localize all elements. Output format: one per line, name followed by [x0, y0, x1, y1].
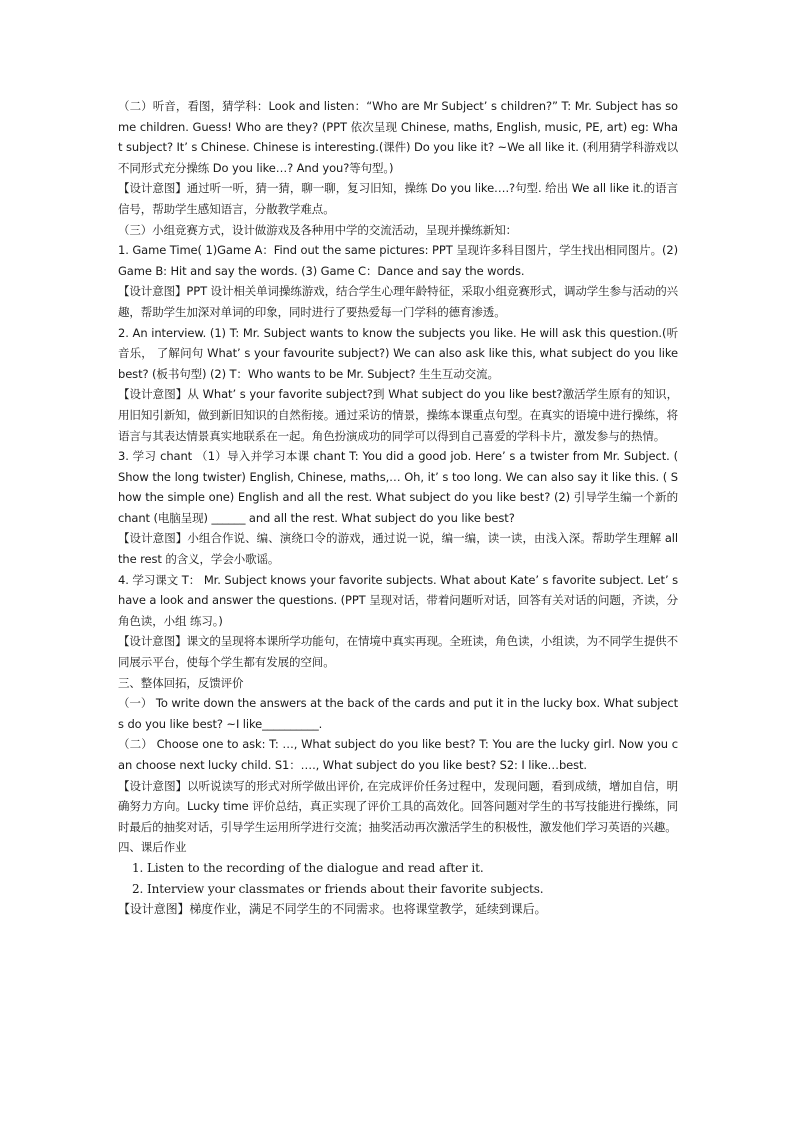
chant-step: 3. 学习 chant （1）导入并学习本课 chant T: You did a good job. Here’ s a twister from Mr. Subject. ( Show the long twister) English, Chinese, maths,… Oh, it’ s too long. We can also say it like this. ( Show the simple one) English and all the rest. What subject do you like best? (2) 引导学生编一个新的 chant (电脑呈现) ______ and all the rest. What subject do you like best? — [118, 449, 678, 525]
game-time-step: 1. Game Time( 1)Game A：Find out the same pictures: PPT 呈现许多科目图片，学生找出相同图片。(2)Game B: Hit and say the words. (3) Game C：Dance and say the words. — [118, 243, 678, 278]
homework-item-1: 1. Listen to the recording of the dialogue and read after it. — [132, 860, 484, 875]
section-four-heading: 四、课后作业 — [118, 840, 187, 855]
design-intent-2: 【设计意图】PPT 设计相关单词操练游戏，结合学生心理年龄特征，采取小组竞赛形式，调动学生参与活动的兴趣，帮助学生加深对单词的印象，同时进行了要热爱每一门学科的德育渗透。 — [118, 284, 678, 319]
section-2-listen-guess: （二）听音，看图，猜学科：Look and listen：“Who are Mr Subject’ s children?” T: Mr. Subject has some children. Guess! Who are they? (PPT 依次呈现 Chinese, maths, English, music, PE, art) eg: What subject? It’ s Chinese. Chinese is interesting.(课件) Do you like it? ~We all like it. (利用猜学科游戏以不同形式充分操练 Do you like…? And you?等句型。) — [118, 99, 678, 175]
evaluation-step-2: （二） Choose one to ask: T: …, What subject do you like best? T: You are the lucky girl. Now you can choose next lucky child. S1：…., What subject do you like best? S2: I like…best. — [118, 737, 678, 772]
design-intent-7: 【设计意图】梯度作业，满足不同学生的不同需求。也将课堂教学，延续到课后。 — [118, 902, 547, 917]
design-intent-3: 【设计意图】从 What’ s your favorite subject?到 What subject do you like best?激活学生原有的知识，用旧知引新知，做到新旧知识的自然衔接。通过采访的情景，操练本课重点句型。在真实的语境中进行操练，将语言与其表达情景真实地联系在一起。角色扮演成功的同学可以得到自己喜爱的学科卡片，激发参与的热情。 — [118, 387, 678, 443]
document-body — [118, 96, 678, 920]
design-intent-4: 【设计意图】小组合作说、编、演绕口令的游戏，通过说一说，编一编，读一读，由浅入深。帮助学生理解 all the rest 的含义，学会小歌谣。 — [118, 531, 678, 567]
design-intent-1: 【设计意图】通过听一听，猜一猜，聊一聊，复习旧知，操练 Do you like….?句型. 给出 We all like it.的语言信号，帮助学生感知语言，分散教学难点。 — [118, 181, 678, 216]
homework-item-2: 2. Interview your classmates or friends about their favorite subjects. — [132, 881, 544, 896]
design-intent-6: 【设计意图】以听说读写的形式对所学做出评价, 在完成评价任务过程中，发现问题，看到成绩，增加自信，明确努力方向。Lucky time 评价总结，真正实现了评价工具的高效化。回答问题对学生的书写技能进行操练，同时最后的抽奖对话，引导学生运用所学进行交流；抽奖活动再次激活学生的积极性，激发他们学习英语的兴趣。 — [118, 778, 678, 834]
design-intent-5: 【设计意图】课文的呈现将本课所学功能句，在情境中真实再现。全班读，角色读，小组读，为不同学生提供不同展示平台，使每个学生都有发展的空间。 — [118, 634, 678, 670]
section-three-heading: 三、整体回拓，反馈评价 — [118, 675, 244, 690]
interview-step: 2. An interview. (1) T: Mr. Subject wants to know the subjects you like. He will ask this question.(听音乐， 了解问句 What’ s your favourite subject?) We can also ask like this, what subject do you like best? (板书句型) (2) T：Who wants to be Mr. Subject? 生生互动交流。 — [118, 325, 678, 381]
section-3-heading: （三）小组竞赛方式，设计做游戏及各种用中学的交流活动，呈现并操练新知： — [118, 222, 517, 237]
text-study-step: 4. 学习课文 T： Mr. Subject knows your favorite subjects. What about Kate’ s favorite subject. Let’ s have a look and answer the questions. (PPT 呈现对话，带着问题听对话，回答有关对话的问题，齐读，分角色读，小组 练习。) — [118, 572, 678, 628]
evaluation-step-1: （一） To write down the answers at the back of the cards and put it in the lucky box. What subjects do you like best? ~I like__________. — [118, 696, 678, 731]
